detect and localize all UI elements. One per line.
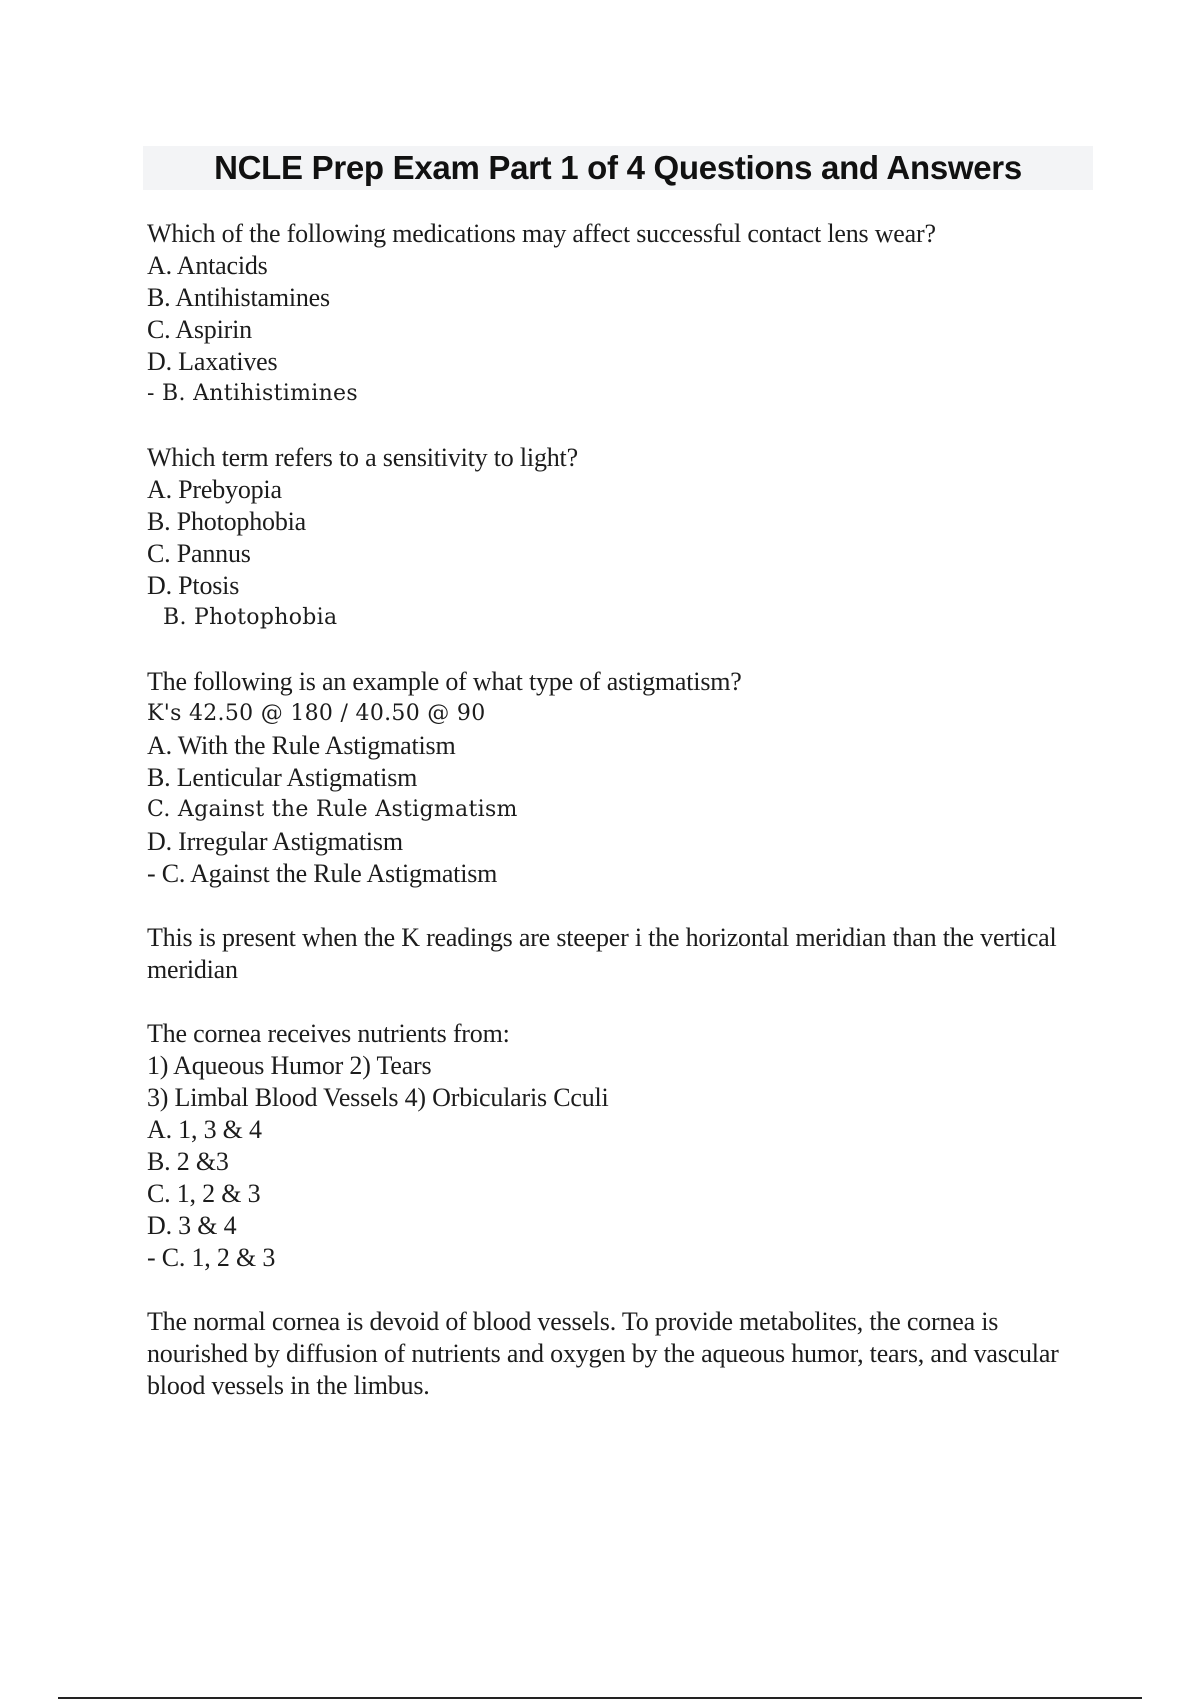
answer-option: D. 3 & 4 — [147, 1211, 237, 1240]
answer-option: A. Prebyopia — [147, 475, 282, 504]
explanation-block-1 — [147, 922, 1092, 986]
correct-answer: B. Photophobia — [163, 605, 338, 630]
answer-option: D. Irregular Astigmatism — [147, 827, 403, 856]
numbered-item: 1) Aqueous Humor 2) Tears — [147, 1051, 432, 1080]
answer-option: A. Antacids — [147, 251, 268, 280]
question-text: The following is an example of what type of astigmatism? — [147, 667, 742, 696]
explanation-block-2 — [147, 1306, 1092, 1402]
answer-option: C. 1, 2 & 3 — [147, 1179, 261, 1208]
question-text: Which of the following medications may affect successful contact lens wear? — [147, 219, 936, 248]
question-block-4 — [147, 1018, 1092, 1274]
answer-option: A. With the Rule Astigmatism — [147, 731, 456, 760]
answer-option: B. Lenticular Astigmatism — [147, 763, 418, 792]
explanation-text: This is present when the K readings are steeper i the horizontal meridian than the vertical meridian — [147, 923, 1057, 984]
correct-answer: - C. 1, 2 & 3 — [147, 1243, 276, 1272]
answer-option: C. Aspirin — [147, 315, 252, 344]
question-text: The cornea receives nutrients from: — [147, 1019, 510, 1048]
answer-option: B. Antihistamines — [147, 283, 330, 312]
answer-option: D. Ptosis — [147, 571, 240, 600]
question-block-2 — [147, 442, 1092, 634]
correct-answer: - C. Against the Rule Astigmatism — [147, 859, 498, 888]
document-body — [147, 218, 1092, 1434]
footer-divider — [58, 1697, 1142, 1699]
answer-option: B. 2 &3 — [147, 1147, 229, 1176]
numbered-item: 3) Limbal Blood Vessels 4) Orbicularis Cculi — [147, 1083, 609, 1112]
explanation-text: The normal cornea is devoid of blood vessels. To provide metabolites, the cornea is nourished by diffusion of nutrients and oxygen by the aqueous humor, tears, and vascular blood vessels in the limbus. — [147, 1307, 1059, 1400]
question-block-3 — [147, 666, 1092, 890]
question-text: Which term refers to a sensitivity to light? — [147, 443, 578, 472]
title-bar — [143, 146, 1093, 190]
answer-option: B. Photophobia — [147, 507, 306, 536]
page-title: NCLE Prep Exam Part 1 of 4 Questions and Answers — [214, 149, 1022, 186]
answer-option: C. Against the Rule Astigmatism — [147, 797, 518, 822]
correct-answer: - B. Antihistimines — [147, 381, 358, 406]
keratometry-reading: K's 42.50 @ 180 / 40.50 @ 90 — [147, 701, 486, 726]
answer-option: C. Pannus — [147, 539, 251, 568]
answer-option: D. Laxatives — [147, 347, 278, 376]
question-block-1 — [147, 218, 1092, 410]
answer-option: A. 1, 3 & 4 — [147, 1115, 262, 1144]
